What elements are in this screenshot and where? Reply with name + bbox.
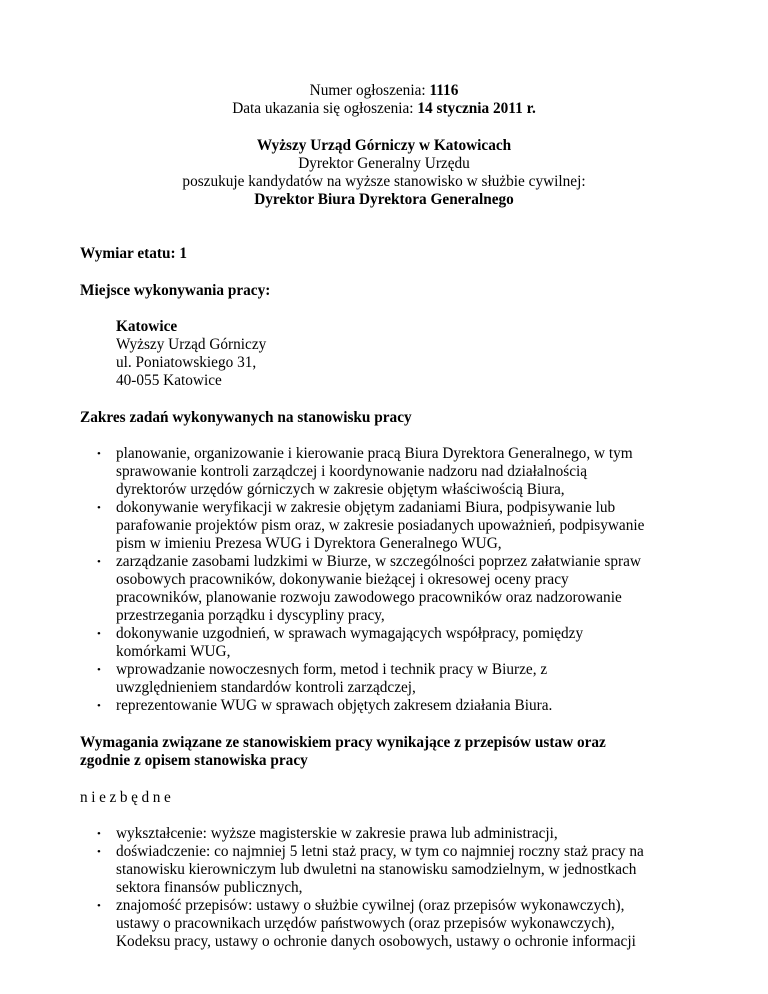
bullet-icon: • — [97, 556, 101, 568]
duty-line: parafowanie projektów pism oraz, w zakresie posiadanych upoważnień, podpisywanie — [116, 517, 645, 534]
bullet-icon: • — [97, 828, 101, 840]
bullet-icon: • — [97, 502, 101, 514]
duty-line: komórkami WUG, — [116, 643, 231, 660]
duty-line: wprowadzanie nowoczesnych form, metod i technik pracy w Biurze, z — [116, 661, 548, 678]
office-name: Wyższy Urząd Górniczy w Katowicach — [256, 137, 512, 154]
duty-line: dyrektorów urzędów górniczych w zakresie objętym właściwością Biura, — [116, 481, 565, 498]
bullet-icon: • — [97, 664, 101, 676]
requirement-line: wykształcenie: wyższe magisterskie w zakresie prawa lub administracji, — [116, 825, 558, 842]
workplace-address-line: ul. Poniatowskiego 31, — [116, 354, 257, 371]
announcement-number: Numer ogłoszenia: 1116 — [309, 82, 459, 99]
workplace-address-line: Wyższy Urząd Górniczy — [116, 336, 267, 353]
duty-line: zarządzanie zasobami ludzkimi w Biurze, w szczególności poprzez załatwianie spraw — [116, 553, 641, 570]
office-director: Dyrektor Generalny Urzędu — [298, 155, 470, 172]
duty-line: planowanie, organizowanie i kierowanie pracą Biura Dyrektora Generalnego, w tym — [116, 445, 633, 462]
requirement-line: Kodeksu pracy, ustawy o ochronie danych osobowych, ustawy o ochronie informacji — [116, 933, 636, 950]
office-seeking: poszukuje kandydatów na wyższe stanowisko w służbie cywilnej: — [182, 173, 586, 190]
workplace-label: Miejsce wykonywania pracy: — [80, 282, 271, 299]
workplace-address-line: 40-055 Katowice — [116, 372, 222, 389]
requirement-line: doświadczenie: co najmniej 5 letni staż pracy, w tym co najmniej roczny staż pracy na — [116, 843, 644, 860]
duty-line: przestrzegania porządku i dyscypliny pracy, — [116, 607, 385, 624]
bullet-icon: • — [97, 900, 101, 912]
duty-line: osobowych pracowników, dokonywanie bieżącej i okresowej oceny pracy — [116, 571, 569, 588]
bullet-icon: • — [97, 628, 101, 640]
requirements-heading: zgodnie z opisem stanowiska pracy — [80, 752, 308, 769]
duty-line: pracowników, planowanie rozwoju zawodowego pracowników oraz nadzorowanie — [116, 589, 622, 606]
bullet-icon: • — [97, 448, 101, 460]
duty-line: dokonywanie uzgodnień, w sprawach wymagających współpracy, pomiędzy — [116, 625, 584, 642]
position-title: Dyrektor Biura Dyrektora Generalnego — [254, 191, 514, 208]
requirement-line: sektora finansów publicznych, — [116, 879, 303, 896]
employment-label: Wymiar etatu: 1 — [80, 245, 188, 262]
bullet-icon: • — [97, 846, 101, 858]
announcement-date: Data ukazania się ogłoszenia: 14 stycznia 2011 r. — [232, 100, 536, 117]
bullet-icon: • — [97, 700, 101, 712]
duties-heading: Zakres zadań wykonywanych na stanowisku pracy — [80, 409, 412, 426]
requirement-line: znajomość przepisów: ustawy o służbie cywilnej (oraz przepisów wykonawczych), — [116, 897, 625, 914]
duty-line: pism w imieniu Prezesa WUG i Dyrektora Generalnego WUG, — [116, 535, 502, 552]
duty-line: dokonywanie weryfikacji w zakresie objętym zadaniami Biura, podpisywanie lub — [116, 499, 616, 516]
duty-line: sprawowanie kontroli zarządczej i koordynowanie nadzoru nad działalnością — [116, 463, 588, 480]
duty-line: uwzględnieniem standardów kontroli zarządczej, — [116, 679, 416, 696]
workplace-city: Katowice — [116, 318, 178, 335]
requirements-heading: Wymagania związane ze stanowiskiem pracy wynikające z przepisów ustaw oraz — [80, 734, 606, 751]
duty-line: reprezentowanie WUG w sprawach objętych zakresem działania Biura. — [116, 697, 553, 714]
requirement-line: ustawy o pracownikach urzędów państwowych (oraz przepisów wykonawczych), — [116, 915, 615, 932]
requirements-subheading: niezbędne — [80, 789, 175, 806]
requirement-line: stanowisku kierowniczym lub dwuletni na stanowisku samodzielnym, w jednostkach — [116, 861, 637, 878]
